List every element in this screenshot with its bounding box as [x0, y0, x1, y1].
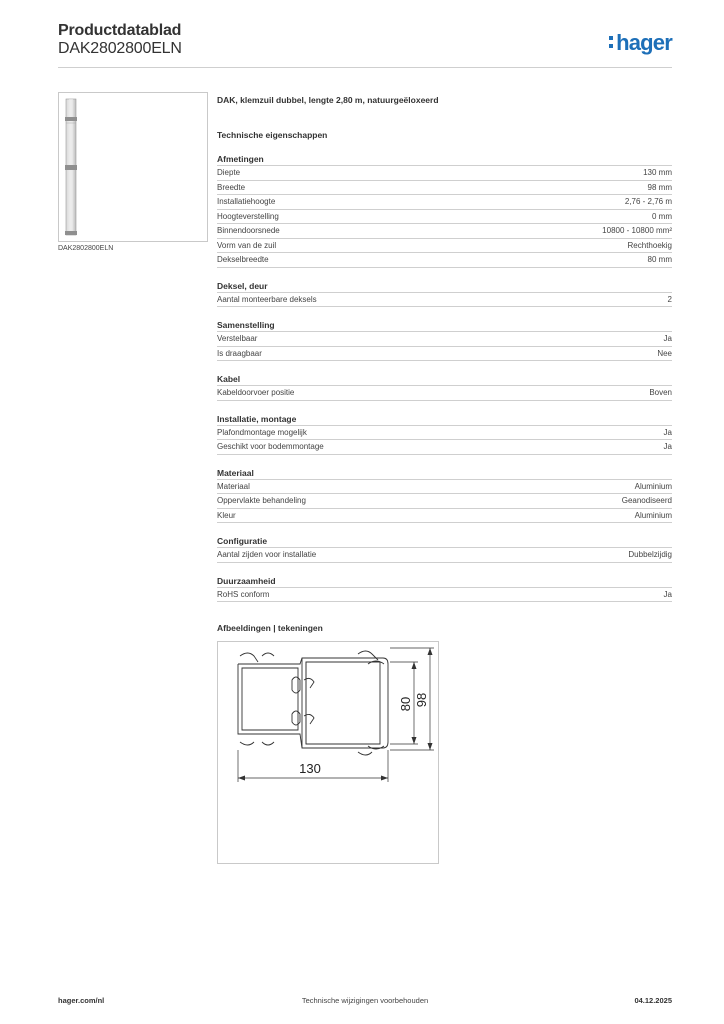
document-title: Productdatablad	[58, 22, 182, 39]
spec-group-title: Materiaal	[217, 467, 254, 478]
header-divider	[58, 67, 672, 68]
spec-value: Dubbelzijdig	[628, 550, 672, 559]
spec-label: Kabeldoorvoer positie	[217, 388, 295, 397]
spec-row	[217, 493, 672, 508]
spec-row	[217, 165, 672, 180]
spec-group	[217, 467, 672, 524]
dimension-width-label: 130	[299, 761, 321, 776]
spec-value: Boven	[649, 388, 672, 397]
drawings-title: Afbeeldingen | tekeningen	[217, 623, 323, 633]
spec-value: Ja	[663, 334, 672, 343]
spec-group	[217, 153, 672, 268]
spec-row	[217, 194, 672, 209]
spec-group-title: Deksel, deur	[217, 280, 268, 291]
spec-label: Hoogteverstelling	[217, 211, 279, 221]
spec-value: Aluminium	[634, 510, 672, 520]
spec-row	[217, 209, 672, 224]
spec-label: Vorm van de zuil	[217, 240, 277, 250]
spec-row	[217, 479, 672, 494]
spec-value: 0 mm	[652, 211, 672, 221]
page-footer	[58, 996, 672, 1010]
spec-value: 2	[667, 294, 672, 304]
spec-group-title: Installatie, montage	[217, 413, 297, 424]
spec-label: Materiaal	[217, 481, 250, 491]
spec-label: Binnendoorsnede	[217, 226, 280, 235]
spec-value: Rechthoekig	[627, 240, 672, 250]
spec-group	[217, 575, 672, 603]
spec-row	[217, 385, 672, 401]
spec-value: Ja	[663, 442, 672, 451]
footer-notice: Technische wijzigingen voorbehouden	[301, 996, 429, 1005]
spec-value: Ja	[663, 427, 672, 437]
spec-label: Dekselbreedte	[217, 255, 269, 264]
spec-label: Verstelbaar	[217, 334, 258, 343]
spec-label: Aantal monteerbare deksels	[217, 294, 317, 304]
spec-group	[217, 280, 672, 308]
spec-group	[217, 319, 672, 361]
dimension-inner-height-label: 80	[398, 696, 413, 712]
profile-cross-section-diagram	[218, 642, 440, 865]
spec-label: Installatiehoogte	[217, 197, 276, 206]
spec-row	[217, 587, 672, 603]
hager-logo	[609, 30, 672, 56]
spec-value: 10800 - 10800 mm²	[602, 226, 672, 235]
footer-date: 04.12.2025	[634, 996, 672, 1005]
spec-row	[217, 425, 672, 440]
spec-row	[217, 346, 672, 362]
spec-row	[217, 252, 672, 268]
spec-label: Geschikt voor bodemmontage	[217, 442, 324, 451]
spec-group-title: Kabel	[217, 374, 241, 384]
spec-row	[217, 223, 672, 238]
spec-value: 2,76 - 2,76 m	[624, 197, 672, 206]
footer-website[interactable]: hager.com/nl	[58, 996, 105, 1005]
spec-group	[217, 373, 672, 401]
product-image-caption: DAK2802800ELN	[58, 245, 114, 252]
spec-value: Ja	[663, 589, 672, 599]
spec-row	[217, 439, 672, 455]
spec-row	[217, 508, 672, 524]
spec-row	[217, 547, 672, 563]
spec-group-title: Duurzaamheid	[217, 575, 276, 586]
spec-label: RoHS conform	[217, 589, 270, 599]
spec-group-title: Afmetingen	[217, 154, 264, 164]
logo-dots-icon	[609, 36, 614, 50]
page-header	[58, 22, 672, 68]
spec-group	[217, 535, 672, 563]
spec-label: Oppervlakte behandeling	[217, 496, 306, 505]
spec-group	[217, 413, 672, 455]
spec-label: Aantal zijden voor installatie	[217, 550, 317, 559]
spec-label: Kleur	[217, 510, 236, 520]
technical-drawing	[217, 641, 439, 864]
spec-label: Plafondmontage mogelijk	[217, 427, 307, 437]
product-code: DAK2802800ELN	[58, 40, 182, 57]
spec-value: Nee	[657, 348, 672, 358]
product-description: DAK, klemzuil dubbel, lengte 2,80 m, natuurgeëloxeerd	[217, 95, 439, 105]
spec-value: 130 mm	[643, 168, 672, 177]
spec-value: 80 mm	[647, 255, 672, 264]
spec-label: Breedte	[217, 182, 246, 192]
spec-label: Diepte	[217, 168, 241, 177]
specs-heading: Technische eigenschappen	[217, 130, 328, 140]
spec-group-title: Configuratie	[217, 536, 268, 546]
spec-value: 98 mm	[647, 182, 672, 192]
spec-group-title: Samenstelling	[217, 320, 275, 330]
spec-row	[217, 331, 672, 346]
spec-row	[217, 180, 672, 195]
spec-row	[217, 292, 672, 308]
spec-value: Aluminium	[634, 481, 672, 491]
spec-label: Is draagbaar	[217, 348, 262, 358]
spec-row	[217, 238, 672, 253]
spec-value: Geanodiseerd	[621, 496, 672, 505]
logo-text: hager	[616, 30, 672, 55]
spec-section	[217, 94, 672, 602]
spec-groups	[217, 153, 672, 602]
product-image	[58, 92, 208, 242]
dimension-outer-height-label: 98	[414, 692, 429, 708]
column-product-icon	[59, 93, 207, 241]
